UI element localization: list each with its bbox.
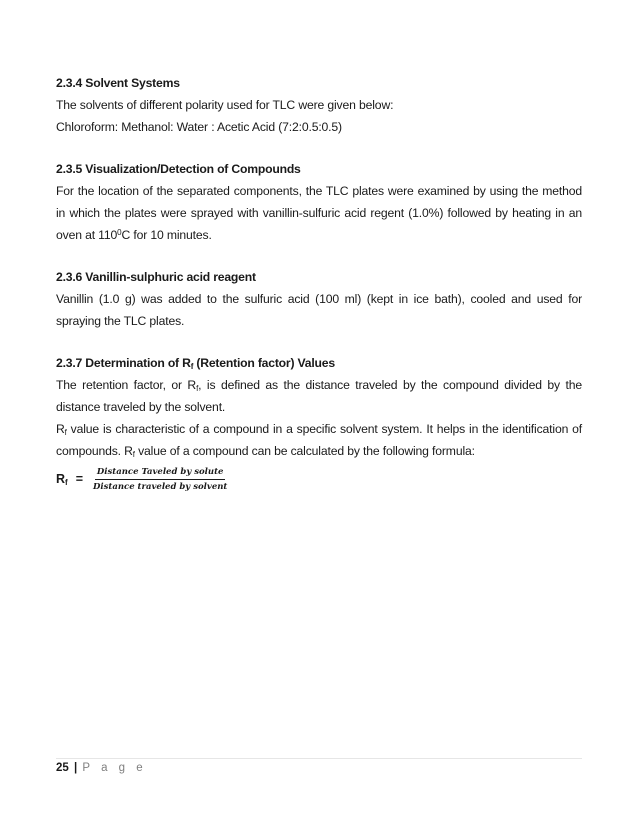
rf-subscript: f: [64, 428, 67, 437]
section-heading-2-3-7: [56, 352, 582, 374]
rf-formula: [56, 464, 582, 494]
footer-separator: |: [74, 762, 78, 774]
section-heading-2-3-5: 2.3.5 Visualization/Detection of Compounds: [56, 162, 301, 176]
rf-characteristic-text: value is characteristic of a compound in a specific solvent system. It helps in the identification of compounds. R: [56, 422, 582, 458]
page-content: [56, 72, 582, 494]
reagent-paragraph: Vanillin (1.0 g) was added to the sulfuric acid (100 ml) (kept in ice bath), cooled and used for spraying the TLC plates.: [56, 292, 582, 328]
page-number: 25: [56, 762, 69, 774]
solvent-intro-text: The solvents of different polarity used for TLC were given below:: [56, 98, 394, 112]
rf-subscript: f: [190, 362, 194, 371]
formula-denominator: Distance traveled by solvent: [93, 481, 228, 492]
page-footer: [56, 758, 582, 774]
section-heading-2-3-4: 2.3.4 Solvent Systems: [56, 76, 180, 90]
heading-text-end: (Retention factor) Values: [193, 356, 335, 370]
visualization-paragraph: [56, 180, 582, 246]
formula-numerator: Distance Taveled by solute: [95, 467, 226, 480]
rf-definition-text: The retention factor, or R: [56, 378, 197, 392]
visualization-text-end: C for 10 minutes.: [121, 228, 212, 242]
rf-characteristic-paragraph: [56, 418, 582, 462]
formula-r: R: [56, 472, 66, 486]
formula-f-subscript: f: [65, 478, 68, 487]
heading-text: 2.3.7 Determination of R: [56, 356, 191, 370]
rf-characteristic-text-end: value of a compound can be calculated by the following formula:: [134, 444, 475, 458]
rf-text: R: [56, 422, 65, 436]
formula-fraction: [93, 467, 227, 492]
visualization-text: For the location of the separated components, the TLC plates were examined by using the method in which the plates were sprayed with vanillin-sulfuric acid regent (1.0%) followed by heating in an oven at 110: [56, 184, 582, 242]
rf-subscript: f: [196, 384, 199, 393]
rf-definition-text-end: , is defined as the distance traveled by the compound divided by the distance traveled by the solvent.: [56, 378, 582, 414]
formula-lhs: [56, 472, 68, 486]
degree-superscript: 0: [117, 228, 122, 237]
formula-equals: =: [75, 472, 84, 486]
solvent-ratio-text: Chloroform: Methanol: Water : Acetic Acid (7:2:0.5:0.5): [56, 120, 342, 134]
rf-definition-paragraph: [56, 374, 582, 418]
section-heading-2-3-6: 2.3.6 Vanillin-sulphuric acid reagent: [56, 270, 256, 284]
page-label: P a g e: [82, 762, 147, 774]
rf-subscript: f: [132, 450, 135, 459]
